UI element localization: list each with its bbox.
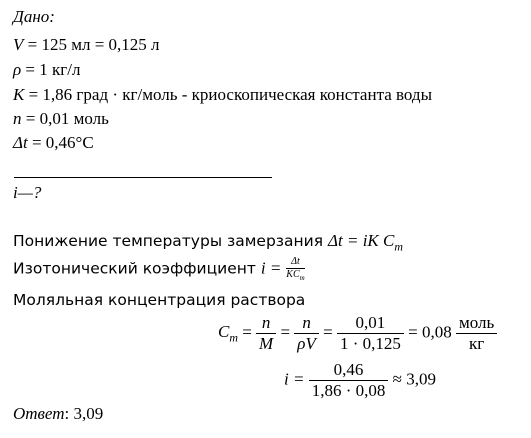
isotonic-fraction-num: Δt — [291, 256, 300, 267]
molal-concentration-label: Моляльная концентрация раствора — [13, 291, 306, 309]
answer-line — [13, 404, 103, 424]
fraction-n-over-m-den: M — [256, 333, 276, 354]
i-result: ≈ 3,09 — [392, 369, 436, 389]
fraction-n-over-rhov-num: n — [302, 313, 311, 332]
given-volume-value: = 125 мл = 0,125 л — [23, 35, 160, 54]
freezing-point-label: Понижение температуры замерзания — [13, 232, 324, 250]
given-heading: Дано: — [13, 7, 55, 26]
answer-label: Ответ — [13, 404, 65, 423]
isotonic-den-sub: m — [299, 273, 305, 282]
eq-sign-2: = — [280, 322, 291, 342]
i-fraction-num: 0,46 — [333, 360, 364, 379]
isotonic-fraction-den — [286, 268, 304, 282]
cm-lhs — [218, 322, 238, 345]
isotonic-den-text: KC — [286, 268, 300, 280]
eq-sign-1: = — [242, 322, 252, 342]
fraction-numeric-den: 1 · 0,125 — [337, 333, 404, 354]
unit-fraction-den: кг — [456, 333, 497, 354]
given-moles-var: n — [13, 109, 22, 128]
given-delta-t-value: = 0,46°C — [27, 133, 94, 152]
i-lhs: i = — [284, 369, 305, 389]
freezing-point-formula — [328, 231, 403, 254]
given-moles — [13, 109, 109, 129]
given-volume — [13, 35, 160, 55]
unknown-quantity: i—? — [13, 183, 42, 202]
given-cryoscopic-constant — [13, 85, 432, 105]
isotonic-fraction — [286, 256, 304, 282]
eq-sign-3: = — [323, 322, 333, 342]
cm-lhs-sub: m — [229, 330, 238, 345]
isotonic-result-equation — [284, 360, 436, 401]
given-delta-t-var: Δt — [13, 133, 28, 152]
isotonic-label: Изотонический коэффициент — [13, 259, 256, 278]
fraction-numeric-num: 0,01 — [355, 313, 386, 332]
freezing-point-line — [13, 231, 403, 256]
given-moles-value: = 0,01 моль — [21, 109, 109, 128]
answer-value: : 3,09 — [64, 404, 104, 423]
given-delta-t — [13, 133, 94, 153]
unit-fraction-num: моль — [458, 313, 495, 332]
fraction-n-over-m — [256, 313, 276, 354]
given-density-value: = 1 кг/л — [21, 60, 81, 79]
i-fraction-den: 1,86 · 0,08 — [309, 380, 389, 401]
fraction-numeric — [337, 313, 404, 354]
i-fraction — [309, 360, 389, 401]
given-density — [13, 60, 80, 80]
given-constant-var: K — [13, 85, 25, 104]
cm-result: = 0,08 — [408, 322, 452, 342]
fraction-n-over-m-num: n — [261, 313, 271, 332]
isotonic-line — [13, 256, 305, 282]
unit-fraction — [456, 313, 497, 354]
fraction-n-over-rhov-den: ρV — [294, 333, 319, 354]
cm-lhs-text: C — [218, 322, 230, 342]
freezing-formula-sub: m — [394, 239, 403, 254]
isotonic-lhs: i = — [260, 258, 282, 278]
molal-concentration-equation — [218, 313, 497, 354]
given-volume-var: V — [13, 35, 24, 54]
freezing-formula-text: Δt = iK C — [328, 231, 395, 250]
given-constant-value: = 1,86 град · кг/моль - криоскопическая константа воды — [24, 85, 432, 104]
given-divider — [14, 177, 272, 178]
fraction-n-over-rhov — [294, 313, 319, 354]
given-density-var: ρ — [13, 60, 22, 79]
